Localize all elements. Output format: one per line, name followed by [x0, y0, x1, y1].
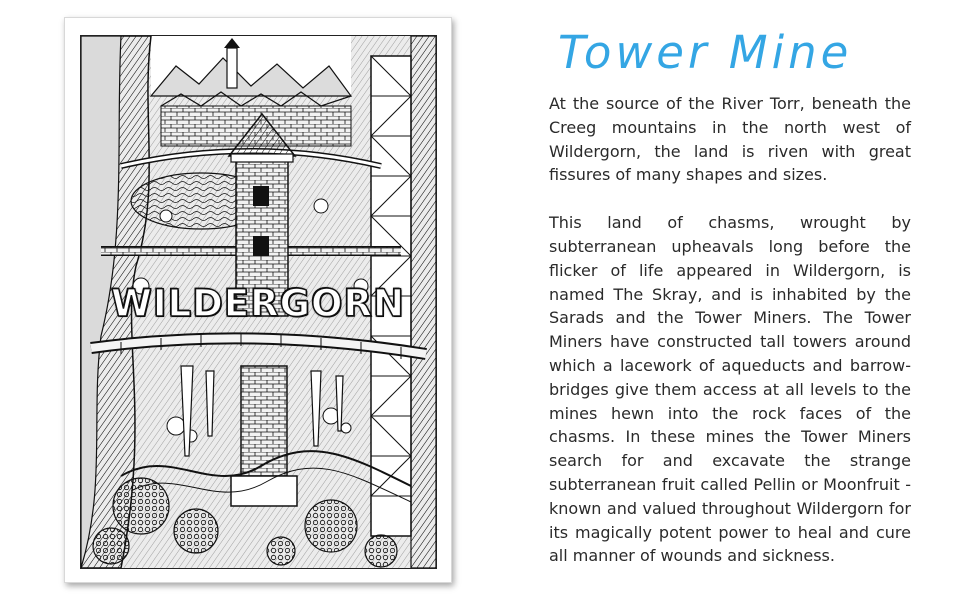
page-title: Tower Mine — [558, 26, 853, 79]
poster-print — [64, 17, 452, 583]
description-paragraph-1: At the source of the River Torr, beneath the Creeg mountains in the north west of Wildergorn, the land is riven with great fissures of many shapes and sizes. — [549, 94, 911, 185]
description-paragraph-2: This land of chasms, wrought by subterranean upheavals long before the flicker of life appeared in Wildergorn, is named The Skray, and is inhabited by the Sarads and the Tower Miners. The Tower Miners have constructed tall towers around which a lacework of aqueducts and barrow-bridges give them access at all levels to the mines hewn into the rock faces of the chasms. In these mines the Tower Miners search for and excavate the strange subterranean fruit called Pellin or Moonfruit - known and valued throughout Wildergorn for its magically potent power to heal and cure all manner of wounds and sickness. — [549, 213, 911, 566]
description — [549, 92, 911, 592]
poster-wordmark: WILDERGORN — [111, 282, 405, 325]
